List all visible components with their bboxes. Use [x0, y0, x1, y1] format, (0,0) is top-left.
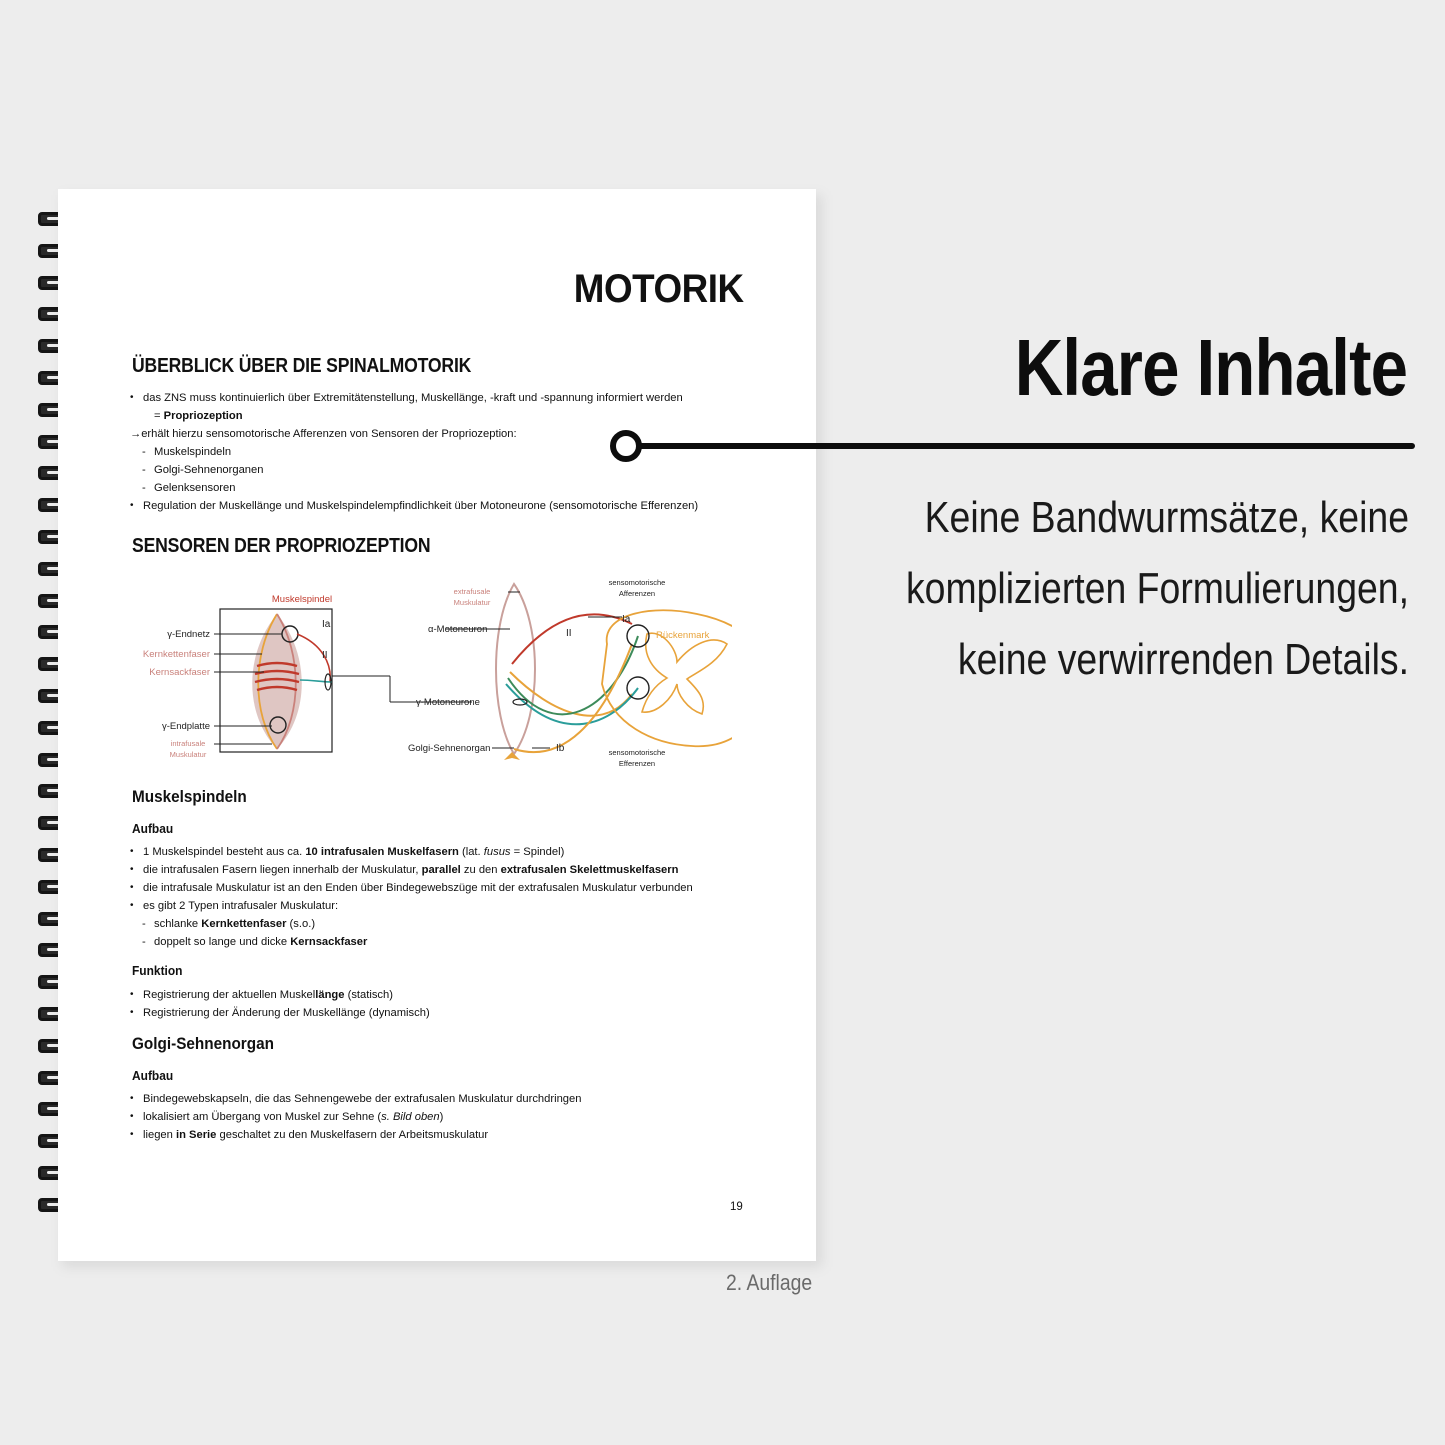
label-gamma-endnetz: γ-Endnetz [167, 629, 210, 640]
promo-headline: Klare Inhalte [1014, 323, 1407, 412]
list-item: • Registrierung der Änderung der Muskellänge (dynamisch) [130, 1004, 430, 1022]
label-intrafusale-1: intrafusale [170, 739, 206, 748]
label-ia-mid: Ia [622, 614, 631, 625]
label-afferenzen-2: Afferenzen [618, 589, 656, 598]
heading-golgi-sehnenorgan: Golgi-Sehnenorgan [132, 1034, 274, 1053]
spinal-cord-grey-matter [642, 633, 727, 714]
label-gamma-endplatte: γ-Endplatte [161, 721, 210, 732]
list-item: - Muskelspindeln [130, 443, 698, 461]
propriozeption-diagram [132, 574, 732, 774]
tagline-line-1: Keine Bandwurmsätze, keine [924, 493, 1409, 542]
label-efferenzen-1: sensomotorische [608, 748, 666, 757]
list-item: →erhält hierzu sensomotorische Afferenzen von Sensoren der Propriozeption: [130, 428, 517, 440]
list-item: • lokalisiert am Übergang von Muskel zur Sehne (s. Bild oben) [130, 1108, 581, 1126]
notebook-page [58, 189, 816, 1261]
list-item: • Bindegewebskapseln, die das Sehnengewebe der extrafusalen Muskulatur durchdringen [130, 1090, 581, 1108]
label-kernkettenfaser: Kernkettenfaser [142, 649, 210, 660]
connector-dot [613, 433, 639, 459]
muskelspindeln-aufbau-list [130, 843, 693, 951]
label-muskelspindel: Muskelspindel [271, 594, 333, 605]
label-extrafusale-1: extrafusale [453, 587, 491, 596]
label-intrafusale-2: Muskulatur [169, 750, 207, 759]
heading-golgi-aufbau: Aufbau [132, 1068, 174, 1083]
tagline-line-2: komplizierten Formulierungen, [905, 564, 1409, 613]
list-item: - doppelt so lange und dicke Kernsackfaser [130, 933, 693, 951]
list-item: • das ZNS muss kontinuierlich über Extremitätenstellung, Muskellänge, -kraft und -spannung informiert werden [130, 389, 698, 407]
tagline-line-3: keine verwirrenden Details. [957, 635, 1409, 684]
label-kernsackfaser: Kernsackfaser [149, 667, 210, 678]
label-golgi-sehnenorgan: Golgi-Sehnenorgan [408, 743, 491, 754]
edition-label: 2. Auflage [726, 1270, 813, 1295]
label-gamma-motoneurone: γ-Motoneurone [416, 697, 480, 708]
page-number: 19 [730, 1201, 743, 1213]
list-item: • die intrafusalen Fasern liegen innerhalb der Muskulatur, parallel zu den extrafusalen Skelettmuskelfasern [130, 861, 693, 879]
list-item: - Gelenksensoren [130, 479, 698, 497]
list-item: - schlanke Kernkettenfaser (s.o.) [130, 915, 693, 933]
section-heading-sensoren: SENSOREN DER PROPRIOZEPTION [132, 535, 431, 557]
heading-muskelspindeln-funktion: Funktion [132, 963, 183, 978]
label-ii-left: II [322, 650, 328, 661]
label-extrafusale-2: Muskulatur [453, 598, 491, 607]
promo-tagline [882, 482, 1409, 695]
list-item: = Propriozeption [154, 410, 243, 422]
label-rueckenmark: Rückenmark [656, 630, 710, 641]
label-ib: Ib [556, 743, 565, 754]
list-item: • Registrierung der aktuellen Muskellänge (statisch) [130, 986, 430, 1004]
list-item: • Regulation der Muskellänge und Muskelspindelempfindlichkeit über Motoneurone (sensomotorische Efferenzen) [130, 497, 698, 515]
label-ii-mid: II [566, 628, 572, 639]
doc-title: MOTORIK [574, 267, 744, 311]
label-afferenzen-1: sensomotorische [608, 578, 666, 587]
muskelspindeln-funktion-list [130, 986, 430, 1022]
heading-muskelspindeln-aufbau: Aufbau [132, 821, 174, 836]
list-item: • liegen in Serie geschaltet zu den Muskelfasern der Arbeitsmuskulatur [130, 1126, 581, 1144]
heading-muskelspindeln: Muskelspindeln [132, 787, 247, 806]
list-item: • 1 Muskelspindel besteht aus ca. 10 intrafusalen Muskelfasern (lat. fusus = Spindel) [130, 843, 693, 861]
connector-line [606, 428, 1418, 464]
section-heading-spinalmotorik: ÜBERBLICK ÜBER DIE SPINALMOTORIK [132, 355, 472, 377]
label-ia-left: Ia [322, 619, 331, 630]
list-item: • die intrafusale Muskulatur ist an den Enden über Bindegewebszüge mit der extrafusalen Muskulatur verbunden [130, 879, 693, 897]
list-item: - Golgi-Sehnenorganen [130, 461, 698, 479]
golgi-aufbau-list [130, 1090, 581, 1144]
list-item: • es gibt 2 Typen intrafusaler Muskulatur: [130, 897, 693, 915]
label-efferenzen-2: Efferenzen [618, 759, 656, 768]
label-alpha-motoneuron: α-Motoneuron [428, 624, 488, 635]
